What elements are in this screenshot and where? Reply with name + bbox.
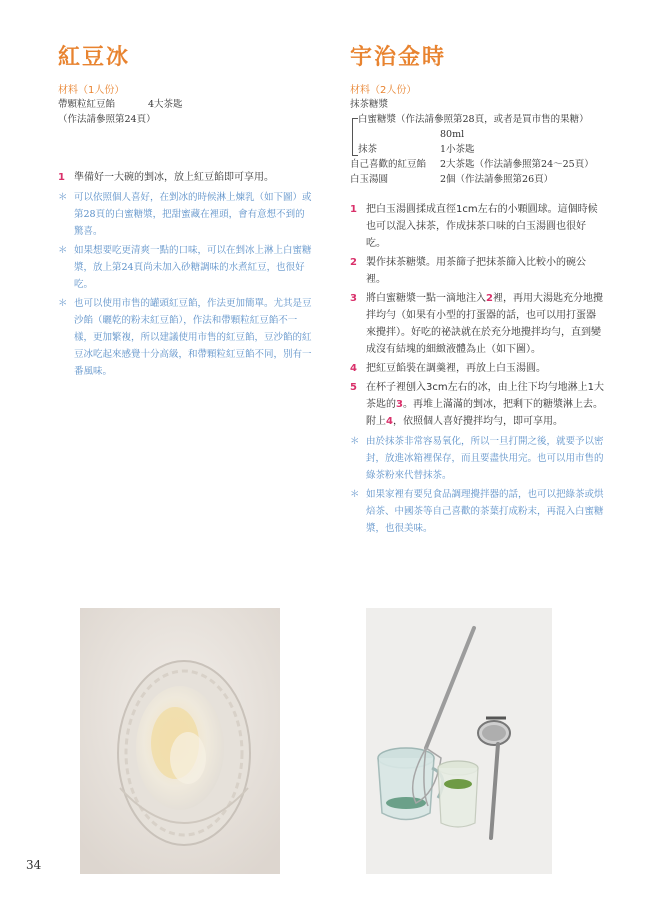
step-reference: 2 <box>486 293 493 304</box>
ingredient-name: 白玉湯圓 <box>350 174 389 185</box>
step-text: 把紅豆餡裝在調羹裡，再放上白玉湯圓。 <box>366 363 546 374</box>
note <box>58 242 313 293</box>
step-text-part: 裡，再用大湯匙充分地攪拌均勻（如果有小型的打蛋器的話，也可以用打蛋器來攪拌）。好吃的祕訣就在於充分地攪拌均勻，直到變成沒有結塊的細緻液體為止（如下圖）。 <box>366 293 603 355</box>
step-text <box>366 290 605 358</box>
note-text: 如果想要吃更清爽一點的口味，可以在剉冰上淋上白蜜糖漿，放上第24頁尚未加入砂糖調味的水煮紅豆，也很好吃。 <box>74 245 312 290</box>
glass-dish-with-shaved-ice-image <box>80 608 280 874</box>
ingredient-name: 白蜜糖漿（作法請參照第28頁，或者是買市售的果糖） <box>358 114 589 125</box>
step-text-part: 將白蜜糖漿一點一滴地注入 <box>366 293 486 304</box>
step <box>350 379 605 430</box>
note-text: 也可以使用市售的罐頭紅豆餡，作法更加簡單。尤其是豆沙餡（曬乾的粉末紅豆餡），作法和帶顆粒紅豆餡不一樣，更加繁複，所以建議使用市售的紅豆餡，豆沙餡的紅豆冰吃起來感覺十分高級，和帶顆粒紅豆餡不同，別有一番風味。 <box>74 298 312 377</box>
step <box>350 201 605 252</box>
ingredient-row <box>350 172 605 187</box>
ingredient-note: （作法請參照第24頁） <box>58 114 156 125</box>
step-reference: 3 <box>396 399 403 410</box>
photo-red-bean-ice <box>80 608 280 874</box>
right-recipe <box>350 40 605 539</box>
note-text: 由於抹茶非常容易氧化，所以一旦打開之後，就要予以密封，放進冰箱裡保存，而且要盡快用完。也可以用市售的綠茶粉來代替抹茶。 <box>366 436 604 481</box>
photo-matcha-syrup <box>366 608 552 874</box>
step-text-part: 在杯子裡刨入3cm左右的冰，由上往下均勻地淋上1大茶匙的 <box>366 382 604 410</box>
ingredient-row <box>358 127 605 142</box>
asterisk-icon: ＊ <box>58 245 68 256</box>
steps <box>58 169 313 186</box>
step-number: 1 <box>58 172 65 183</box>
left-recipe <box>58 40 313 382</box>
ingredient-amount: 4大茶匙 <box>148 99 183 110</box>
ingredient-name: 抹茶 <box>358 144 378 155</box>
notes <box>58 189 313 380</box>
step-number: 2 <box>350 257 357 268</box>
page-number: 34 <box>26 858 42 872</box>
step-text <box>366 379 605 430</box>
note <box>350 433 605 484</box>
ingredient-list <box>58 97 313 127</box>
step-text-part: ，依照個人喜好攪拌均勻，即可享用。 <box>392 416 563 427</box>
step-text: 把白玉湯圓揉成直徑1cm左右的小顆圓球。這個時候也可以混入抹茶，作成抹茶口味的白玉湯圓也很好吃。 <box>366 204 598 249</box>
materials-label: 材料（1人份） <box>58 85 125 96</box>
note <box>58 295 313 380</box>
ingredient-list <box>350 97 605 187</box>
step-text-part: 。再堆上滿滿的剉冰，把剩下的糖漿淋上去。附上 <box>366 399 603 427</box>
asterisk-icon: ＊ <box>58 192 68 203</box>
step-text: 製作抹茶糖漿。用茶篩子把抹茶篩入比較小的碗公裡。 <box>366 257 586 285</box>
ingredient-row <box>358 142 605 157</box>
group-bracket <box>352 118 358 156</box>
step-number: 5 <box>350 382 357 393</box>
step-number: 4 <box>350 363 357 374</box>
notes <box>350 433 605 537</box>
note-text: 如果家裡有要兒食品調理攪拌器的話，也可以把綠茶或烘焙茶、中國茶等自己喜歡的茶葉打成粉末，再混入白蜜糖漿，也很美味。 <box>366 489 604 534</box>
ingredient-row <box>58 112 313 127</box>
asterisk-icon: ＊ <box>58 298 68 309</box>
step-reference: 4 <box>386 416 393 427</box>
materials-label: 材料（2人份） <box>350 85 417 96</box>
steps <box>350 201 605 430</box>
whisk-cup-and-strainer-image <box>366 608 552 874</box>
recipe-title-red-bean-ice: 紅豆冰 <box>58 45 131 70</box>
ingredient-group-label: 抹茶糖漿 <box>350 99 389 110</box>
note-text: 可以依照個人喜好，在剉冰的時候淋上煉乳（如下圖）或第28頁的白蜜糖漿，把甜蜜藏在裡頭，會有意想不到的驚喜。 <box>74 192 312 237</box>
recipe-title-uji-kintoki: 宇治金時 <box>350 45 447 70</box>
note <box>350 486 605 537</box>
ingredient-group <box>350 112 605 157</box>
step <box>350 360 605 377</box>
note <box>58 189 313 240</box>
ingredient-row <box>358 112 605 127</box>
step <box>58 169 313 186</box>
ingredient-name: 帶顆粒紅豆餡 <box>58 99 116 110</box>
ingredient-row <box>58 97 313 112</box>
step <box>350 254 605 288</box>
ingredient-amount: 2個（作法請參照第26頁） <box>440 174 554 185</box>
ingredient-row <box>350 157 605 172</box>
ingredient-amount: 2大茶匙（作法請參照第24～25頁） <box>440 159 594 170</box>
asterisk-icon: ＊ <box>350 489 360 500</box>
step-number: 1 <box>350 204 357 215</box>
ingredient-name <box>358 127 440 142</box>
ingredient-name: 自己喜歡的紅豆餡 <box>350 159 427 170</box>
step-text: 準備好一大碗的剉冰，放上紅豆餡即可享用。 <box>74 172 274 183</box>
asterisk-icon: ＊ <box>350 436 360 447</box>
step-number: 3 <box>350 293 357 304</box>
ingredient-amount: 80ml <box>440 129 465 140</box>
ingredient-amount: 1小茶匙 <box>440 144 475 155</box>
step <box>350 290 605 358</box>
